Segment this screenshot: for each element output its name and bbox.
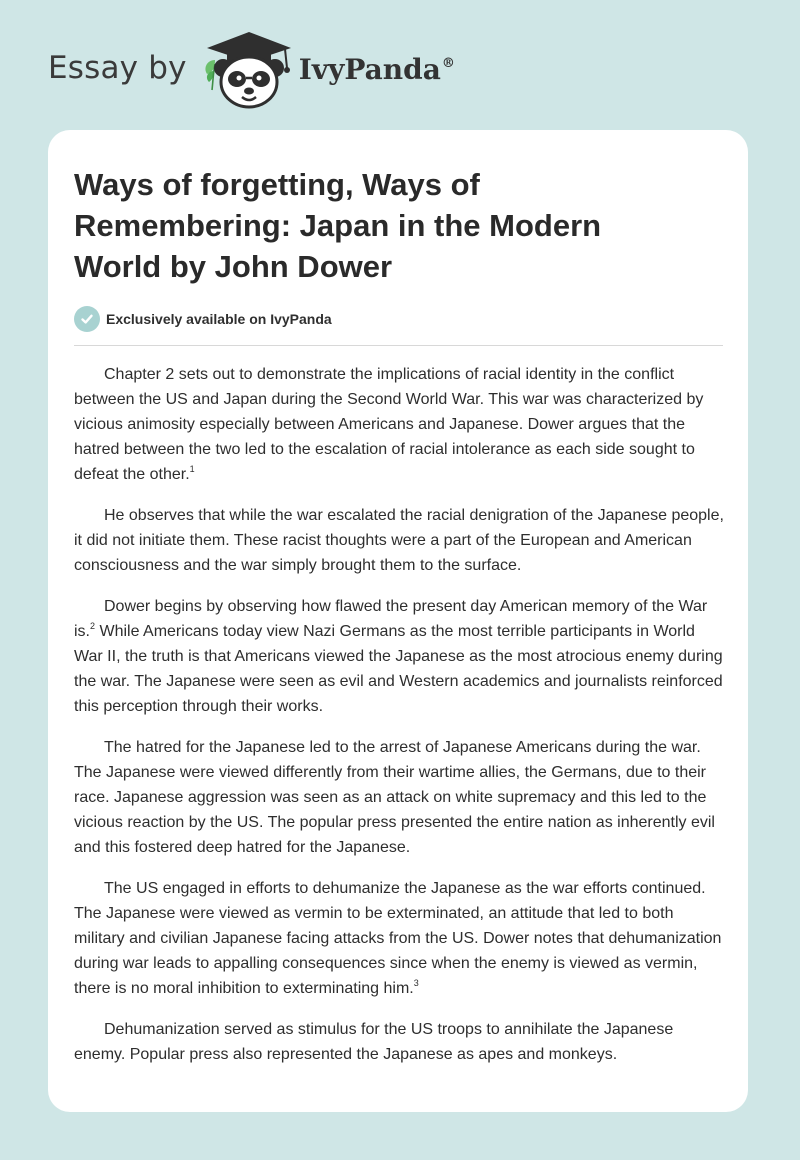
footnote-ref[interactable]: 3	[413, 978, 419, 988]
essay-by-label: Essay by	[48, 50, 187, 86]
essay-body	[74, 362, 724, 1083]
paragraph: Dower begins by observing how flawed the present day American memory of the War is.$^2$ While Americans today view Nazi Germans as the most terrible participants in World War II, the truth is that Americans viewed the Japanese as the most atrocious enemy during the war. The Japanese were seen as evil and Western academics and journalists reinforced this perception through their works.	[74, 598, 723, 715]
exclusive-label: Exclusively available on IvyPanda	[106, 311, 332, 327]
footnote-ref[interactable]: 1	[189, 464, 195, 474]
paragraph: Chapter 2 sets out to demonstrate the implications of racial identity in the conflict between the US and Japan during the Second World War. This war was characterized by vicious animosity especially between Americans and Japanese. Dower argues that the hatred between the two led to the escalation of racial intolerance as each side sought to defeat the other.$^1$	[74, 366, 704, 483]
essay-title: Ways of forgetting, Ways of Remembering: Japan in the Modern World by John Dower	[74, 167, 602, 284]
registered-mark: ®	[441, 55, 455, 71]
paragraph: The hatred for the Japanese led to the arrest of Japanese Americans during the war. The Japanese were viewed differently from their wartime allies, the Germans, due to their race. Japanese aggression was seen as an attack on white supremacy and this led to the vicious reaction by the US. The popular press presented the entire nation as inherently evil and this fostered deep hatred for the Japanese.	[74, 739, 715, 856]
essay-card	[48, 130, 748, 1112]
site-header	[48, 30, 455, 110]
exclusive-badge	[74, 306, 332, 332]
check-icon	[74, 306, 100, 332]
paragraph: He observes that while the war escalated the racial denigration of the Japanese people, it did not initiate them. These racist thoughts were a part of the European and American consciousness and the war simply brought them to the surface.	[74, 507, 724, 574]
brand-name[interactable]: IvyPanda®	[298, 52, 455, 86]
panda-logo-icon[interactable]	[201, 30, 297, 110]
paragraph: The US engaged in efforts to dehumanize the Japanese as the war efforts continued. The Japanese were viewed as vermin to be exterminated, an attitude that led to both military and civilian Japanese facing attacks from the US. Dower notes that dehumanization during war leads to appalling consequences since when the enemy is viewed as vermin, there is no moral inhibition to exterminating him.$^3$	[74, 880, 722, 997]
footnote-ref[interactable]: 2	[90, 621, 96, 631]
paragraph: Dehumanization served as stimulus for the US troops to annihilate the Japanese enemy. Popular press also represented the Japanese as apes and monkeys.	[74, 1021, 674, 1063]
divider	[74, 345, 723, 346]
